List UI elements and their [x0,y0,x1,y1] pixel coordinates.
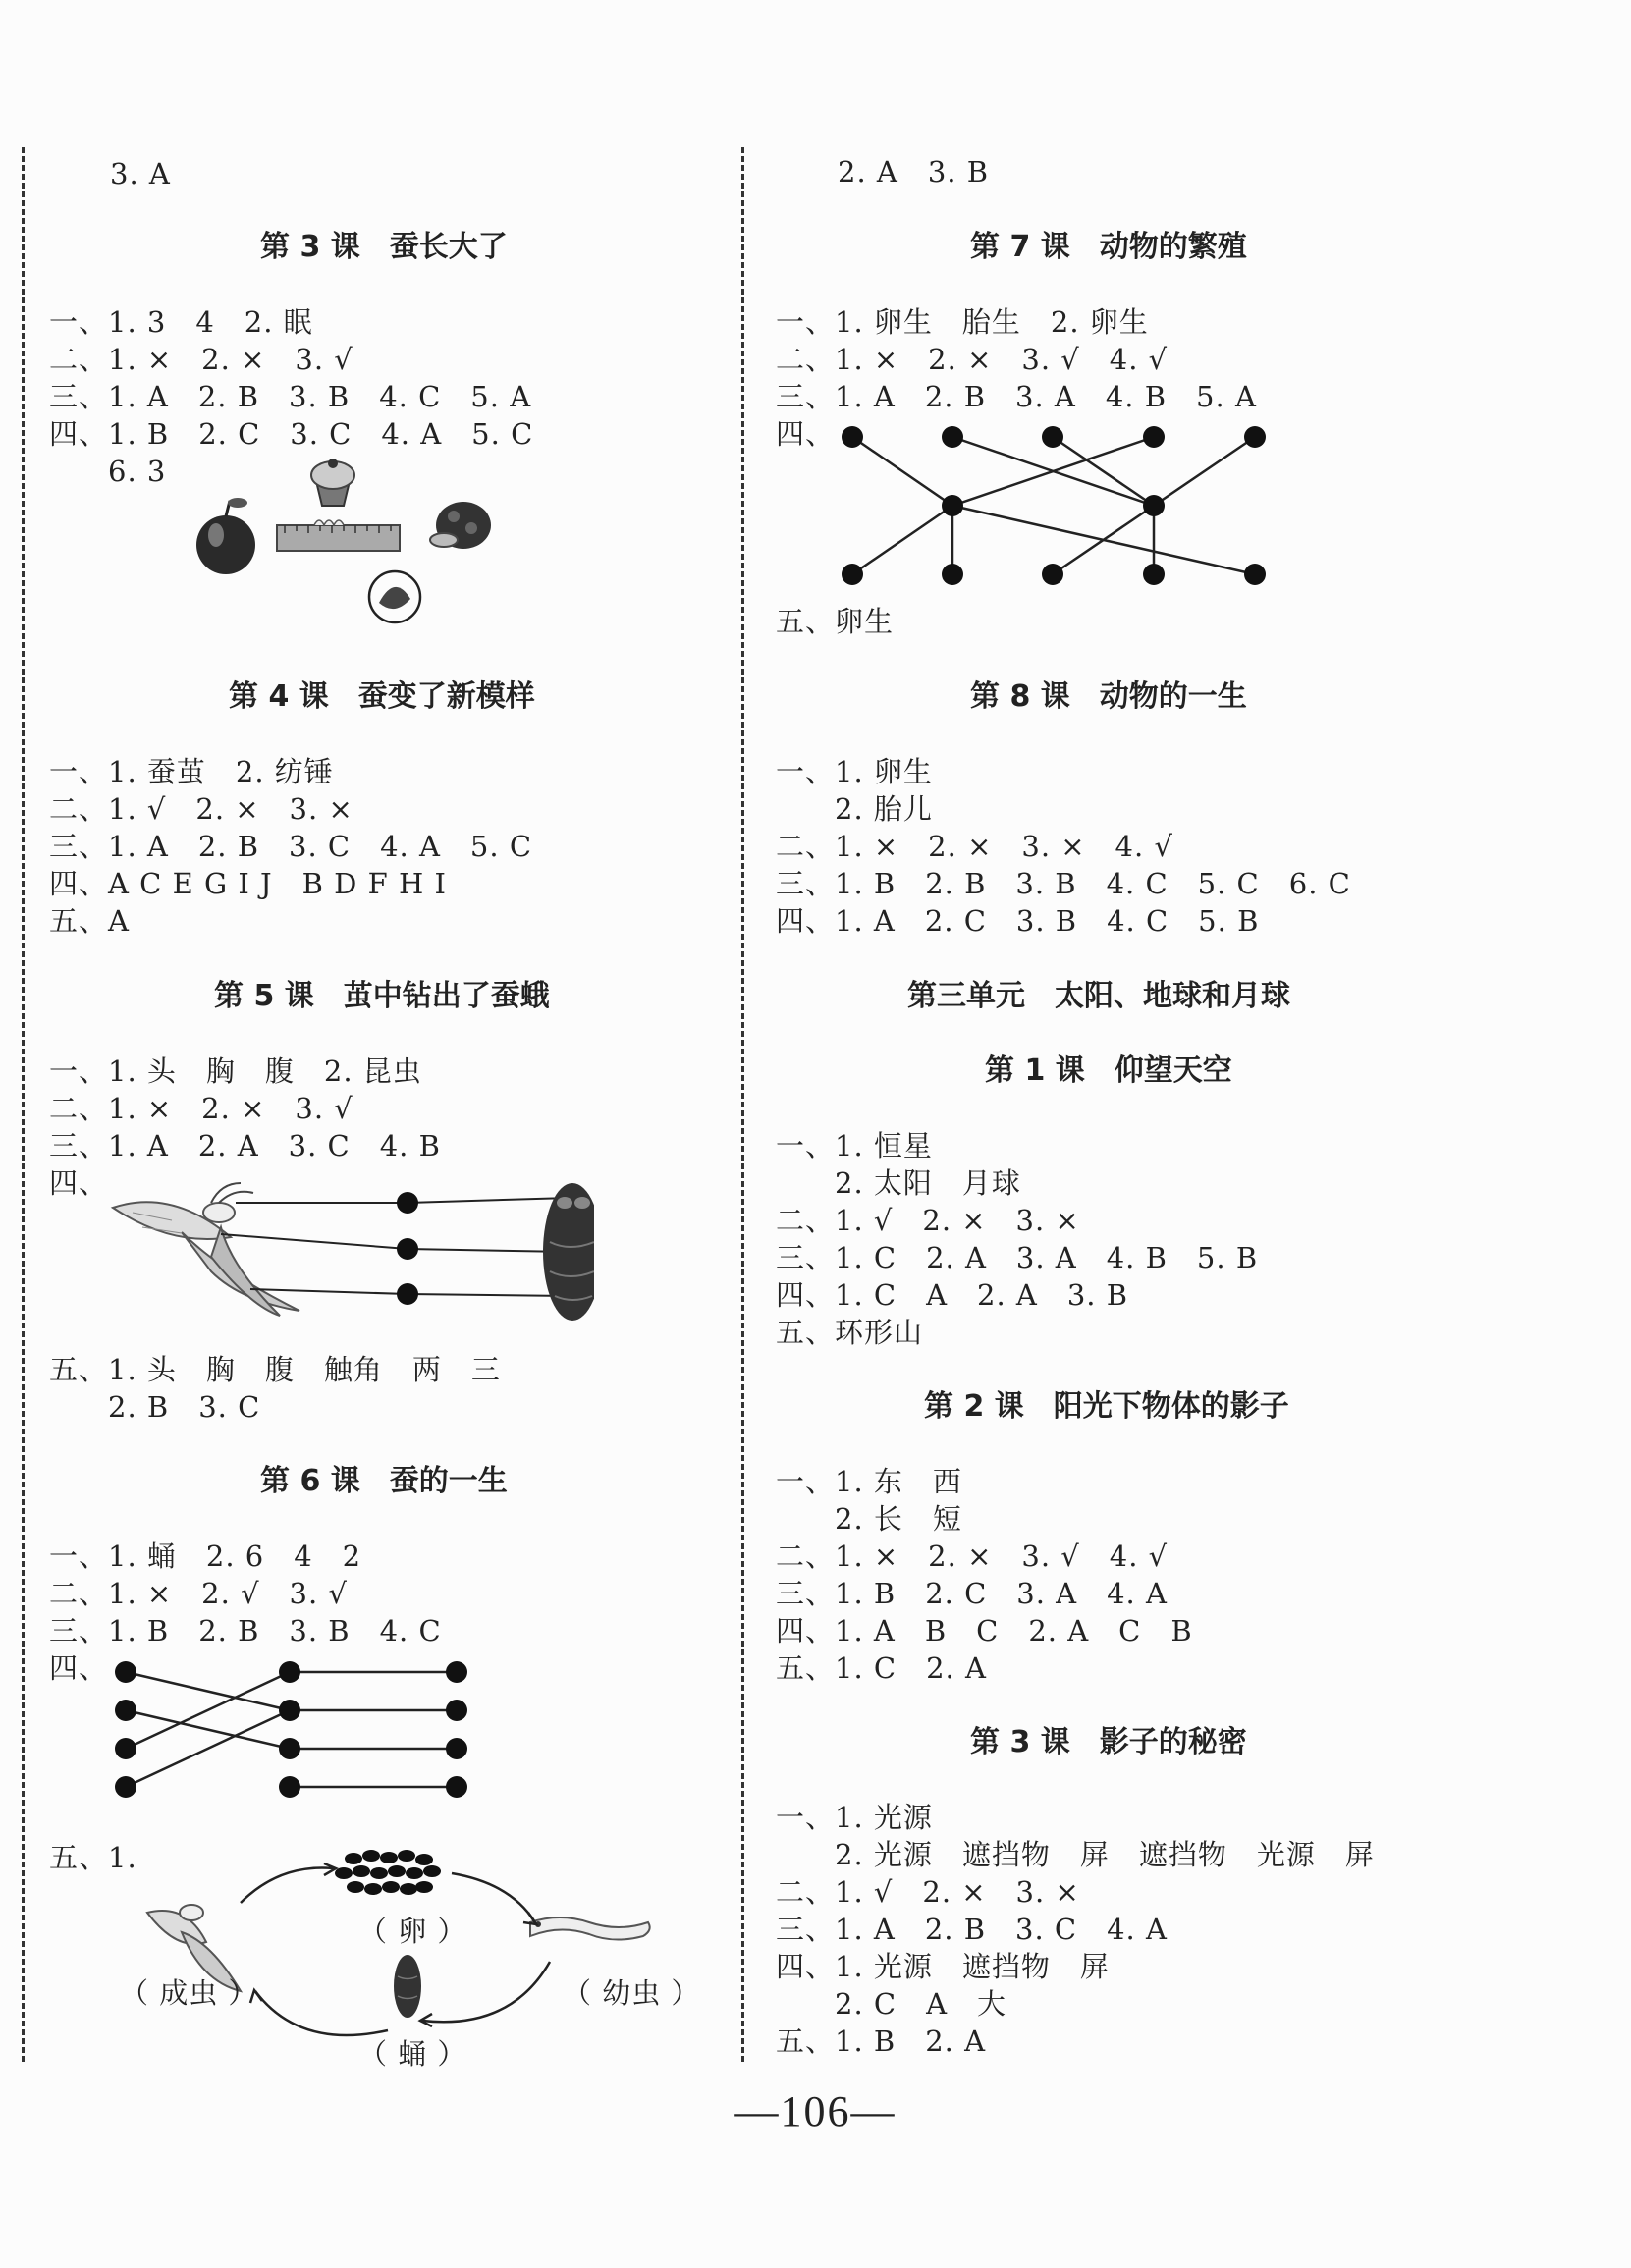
answer-line: 四、1. C A 2. A 3. B [776,1278,1129,1312]
lesson5-matching-figure [103,1173,594,1340]
answer-line: 三、1. A 2. B 3. A 4. B 5. A [776,380,1257,413]
left-top-line: 3. A [110,157,171,190]
match-dot [1042,426,1063,448]
match-dot [942,495,963,516]
apple-icon [196,498,255,574]
matching-lines [221,1198,570,1296]
match-dot [115,1700,136,1721]
page-number: —106— [734,2087,897,2135]
match-dot [279,1661,300,1683]
answer-line: 四、 [776,417,836,451]
cycle-label-egg: （ 卵 ） [358,1915,467,1948]
match-dot [842,426,863,448]
match-dot [115,1738,136,1759]
column-divider [741,147,744,2062]
match-dot [942,426,963,448]
answer-line: 四、A C E G I J B D F H I [49,867,447,900]
answer-line: 四、1. A 2. C 3. B 4. C 5. B [776,904,1260,938]
answer-line: 一、1. 东 西 [776,1465,962,1498]
circled-leaf-icon [369,571,420,622]
lesson8-title: 第 8 课 动物的一生 [970,679,1247,714]
larva-icon [530,1917,650,1940]
answer-line: 三、1. A 2. B 3. C 4. A 5. C [49,830,533,863]
answer-line: 三、1. A 2. B 3. C 4. A [776,1913,1168,1946]
match-dot [397,1238,418,1260]
answer-line: 一、1. 卵生 [776,755,933,788]
unit3-title: 第三单元 太阳、地球和月球 [907,979,1290,1013]
match-dot [397,1283,418,1305]
answer-line: 五、卵生 [776,605,895,638]
answer-line: 三、1. B 2. B 3. B 4. C 5. C 6. C [776,867,1351,900]
answer-line: 一、1. 蛹 2. 6 4 2 [49,1539,362,1573]
left-margin-divider [22,147,25,2062]
lesson6-title: 第 6 课 蚕的一生 [260,1464,508,1498]
match-dot [842,564,863,585]
answer-line: 二、1. × 2. × 3. √ 4. √ [776,343,1169,376]
answer-line: 一、1. 3 4 2. 眠 [49,305,313,339]
answer-line: 四、1. B 2. C 3. C 4. A 5. C [49,417,534,451]
eggs-icon [335,1850,441,1895]
answer-line: 五、1. C 2. A [776,1651,987,1685]
match-dot [446,1700,467,1721]
answer-line: 四、 [49,1651,109,1685]
answer-line: 2. 太阳 月球 [776,1166,1021,1200]
pupa-icon [543,1183,594,1321]
cycle-label-pupa: （ 蛹 ） [358,2037,467,2071]
answer-line: 五、A [49,904,130,938]
answer-line: 二、1. √ 2. × 3. × [776,1875,1080,1909]
ruler-icon [277,520,400,551]
answer-line: 三、1. B 2. B 3. B 4. C [49,1614,442,1647]
answer-line: 一、1. 光源 [776,1801,933,1834]
u3-lesson1-title: 第 1 课 仰望天空 [985,1053,1232,1088]
match-dot [279,1776,300,1798]
answer-line: 2. 光源 遮挡物 屏 遮挡物 光源 屏 [776,1838,1375,1871]
match-dot [115,1776,136,1798]
match-dot [279,1738,300,1759]
answer-line: 2. C A 大 [776,1987,1007,2021]
answer-line: 二、1. × 2. × 3. √ [49,343,353,376]
answer-line: 2. 胎儿 [776,792,933,826]
match-dot [1244,564,1266,585]
answer-line: 二、1. √ 2. × 3. × [776,1204,1080,1237]
answer-line: 四、1. 光源 遮挡物 屏 [776,1950,1110,1983]
lesson5-title: 第 5 课 茧中钻出了蚕蛾 [214,979,550,1013]
cupcake-icon [311,459,354,506]
u3-lesson2-title: 第 2 课 阳光下物体的影子 [924,1389,1289,1424]
cycle-label-larva: （ 幼虫 ） [563,1976,701,2010]
answer-line: 二、1. × 2. √ 3. √ [49,1577,348,1610]
match-dot [942,564,963,585]
answer-line: 四、1. A B C 2. A C B [776,1614,1193,1647]
match-dot [279,1700,300,1721]
match-dot [1143,564,1165,585]
match-dot [446,1776,467,1798]
answer-line: 二、1. × 2. × 3. √ [49,1092,353,1125]
lesson7-title: 第 7 课 动物的繁殖 [970,230,1247,264]
answer-line: 一、1. 恒星 [776,1129,933,1162]
answer-line: 一、1. 蚕茧 2. 纺锤 [49,755,334,788]
silkworm-life-cycle-figure [108,1834,697,2070]
lesson7-matching-figure [835,422,1277,599]
answer-line: 三、1. A 2. B 3. B 4. C 5. A [49,380,532,413]
answer-line: 一、1. 头 胸 腹 2. 昆虫 [49,1054,422,1088]
match-dot [115,1661,136,1683]
answer-line: 2. B 3. C [49,1390,261,1424]
match-dot [446,1661,467,1683]
u3-lesson3-title: 第 3 课 影子的秘密 [970,1725,1247,1759]
match-dot [1143,495,1165,516]
grapes-icon [430,502,491,549]
cycle-label-adult: （ 成虫 ） [120,1976,258,2010]
lesson4-title: 第 4 课 蚕变了新模样 [229,679,535,714]
answer-line: 二、1. × 2. × 3. × 4. √ [776,830,1173,863]
answer-line: 五、1. 头 胸 腹 触角 两 三 [49,1353,501,1386]
match-dot [446,1738,467,1759]
answer-line: 五、1. B 2. A [776,2025,987,2058]
match-dot [1143,426,1165,448]
right-top-line: 2. A 3. B [838,155,990,189]
answer-line: 四、 [49,1166,109,1200]
answer-line: 五、环形山 [776,1316,924,1349]
lesson3-figure [187,452,511,628]
lesson6-matching-figure [108,1654,481,1811]
answer-line: 二、1. √ 2. × 3. × [49,792,353,826]
answer-line: 2. 长 短 [776,1502,962,1536]
match-dot [397,1192,418,1214]
lesson3-title: 第 3 课 蚕长大了 [260,230,508,264]
match-dot [1244,426,1266,448]
pupa-icon [394,1955,421,2018]
answer-line: 五、1. [49,1841,137,1874]
answer-line: 一、1. 卵生 胎生 2. 卵生 [776,305,1149,339]
match-dot [1042,564,1063,585]
answer-line: 二、1. × 2. × 3. √ 4. √ [776,1539,1169,1573]
answer-line: 6. 3 [49,455,167,488]
answer-line: 三、1. C 2. A 3. A 4. B 5. B [776,1241,1259,1274]
answer-line: 三、1. B 2. C 3. A 4. A [776,1577,1168,1610]
answer-line: 三、1. A 2. A 3. C 4. B [49,1129,441,1162]
